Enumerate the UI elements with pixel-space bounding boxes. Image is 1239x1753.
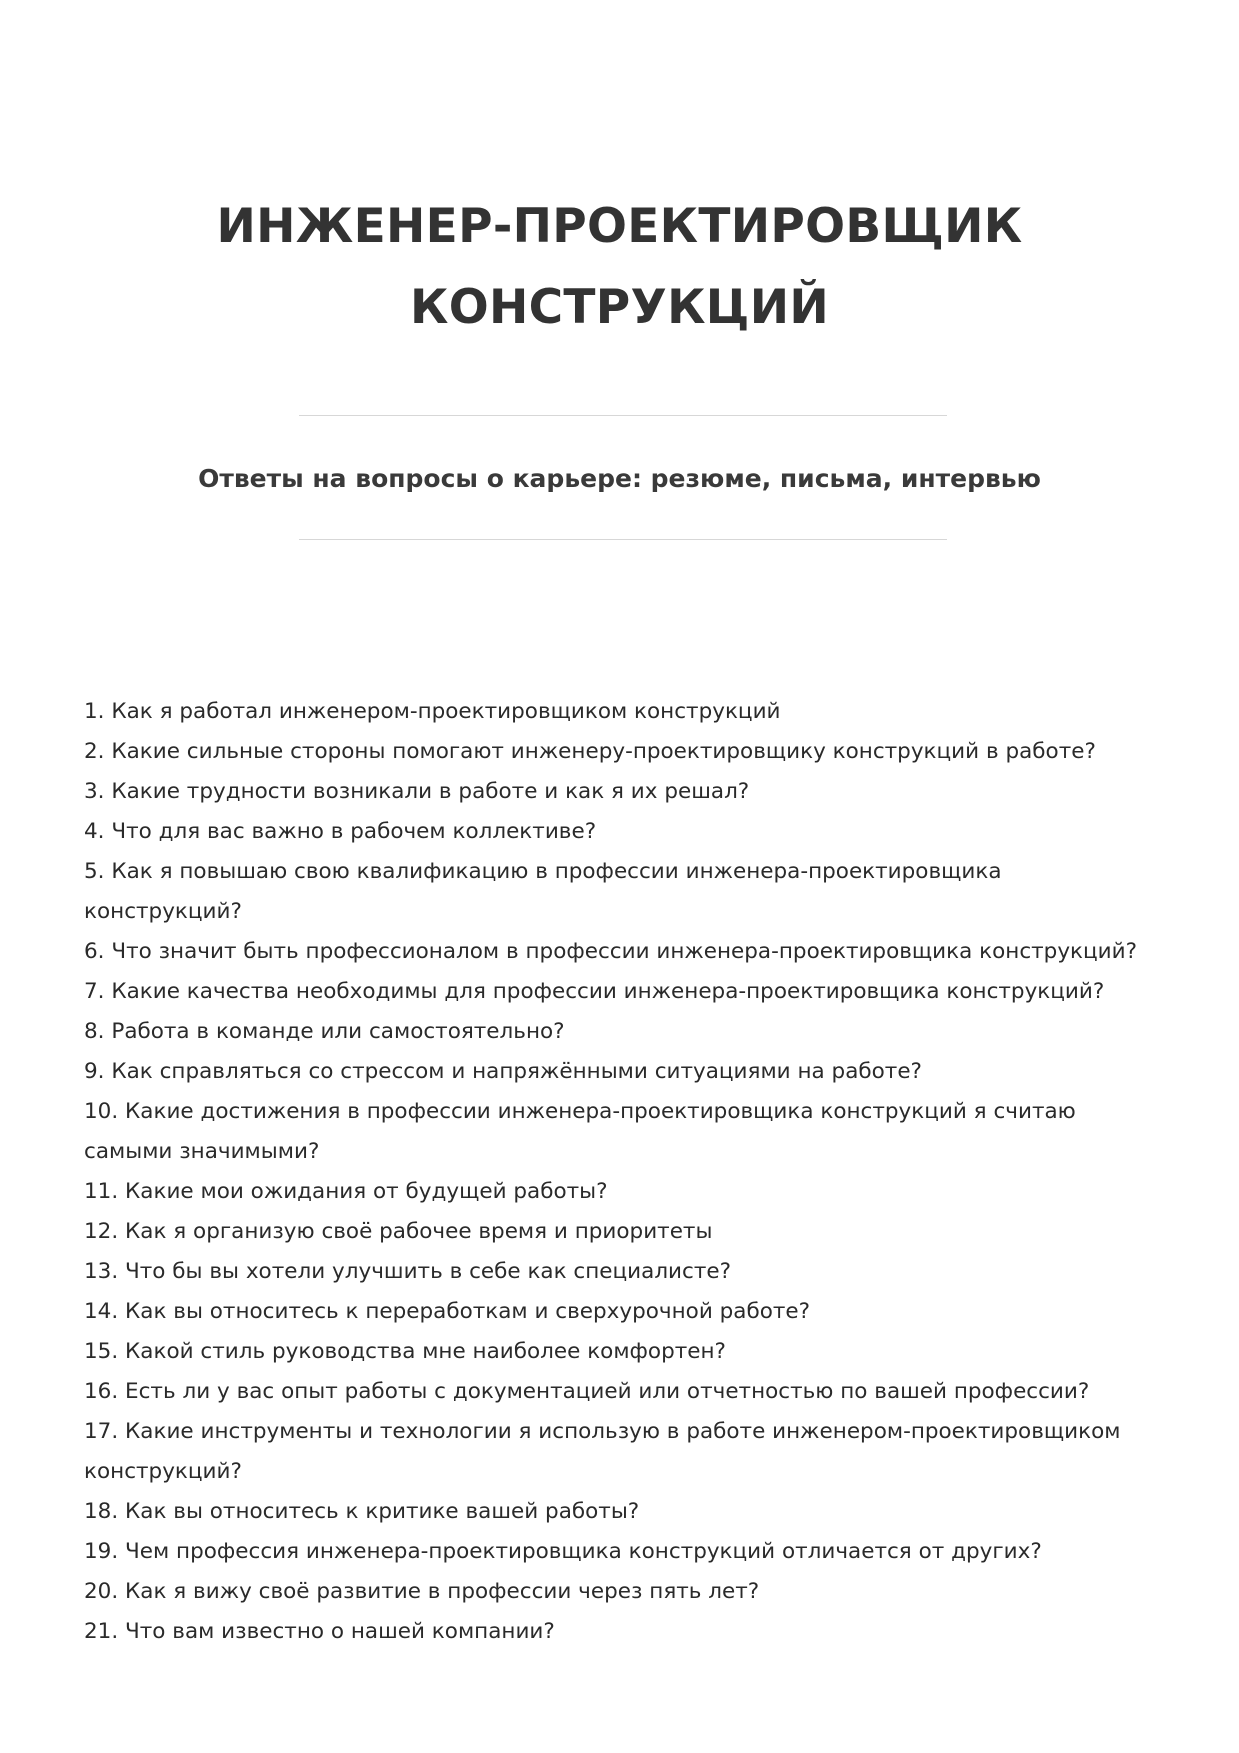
question-item: 8. Работа в команде или самостоятельно?	[84, 1019, 565, 1044]
top-divider	[299, 415, 947, 416]
question-item: 19. Чем профессия инженера-проектировщика конструкций отличается от других?	[84, 1539, 1042, 1564]
question-item: 7. Какие качества необходимы для профессии инженера-проектировщика конструкций?	[84, 979, 1105, 1004]
question-item: 10. Какие достижения в профессии инженера-проектировщика конструкций я считаю самыми значимыми?	[84, 1099, 1076, 1164]
question-item: 15. Какой стиль руководства мне наиболее комфортен?	[84, 1339, 726, 1364]
question-item: 2. Какие сильные стороны помогают инженеру-проектировщику конструкций в работе?	[84, 739, 1096, 764]
page-subtitle: Ответы на вопросы о карьере: резюме, письма, интервью	[198, 464, 1041, 493]
question-item: 18. Как вы относитесь к критике вашей работы?	[84, 1499, 640, 1524]
question-item: 13. Что бы вы хотели улучшить в себе как специалисте?	[84, 1259, 732, 1284]
question-item: 17. Какие инструменты и технологии я использую в работе инженером-проектировщиком конструкций?	[84, 1419, 1121, 1484]
page-title	[0, 186, 1239, 348]
question-list	[84, 692, 1164, 1652]
title-line-1: ИНЖЕНЕР-ПРОЕКТИРОВЩИК	[216, 199, 1023, 254]
question-item: 9. Как справляться со стрессом и напряжёнными ситуациями на работе?	[84, 1059, 922, 1084]
question-item: 21. Что вам известно о нашей компании?	[84, 1619, 555, 1644]
title-line-2: КОНСТРУКЦИЙ	[410, 280, 829, 335]
question-item: 12. Как я организую своё рабочее время и приоритеты	[84, 1219, 713, 1244]
question-item: 11. Какие мои ожидания от будущей работы?	[84, 1179, 608, 1204]
question-item: 3. Какие трудности возникали в работе и как я их решал?	[84, 779, 750, 804]
question-item: 1. Как я работал инженером-проектировщиком конструкций	[84, 699, 781, 724]
question-item: 4. Что для вас важно в рабочем коллективе?	[84, 819, 597, 844]
question-item: 20. Как я вижу своё развитие в профессии через пять лет?	[84, 1579, 760, 1604]
question-item: 6. Что значит быть профессионалом в профессии инженера-проектировщика конструкций?	[84, 939, 1138, 964]
bottom-divider	[299, 539, 947, 540]
question-item: 14. Как вы относитесь к переработкам и сверхурочной работе?	[84, 1299, 811, 1324]
question-item: 16. Есть ли у вас опыт работы с документацией или отчетностью по вашей профессии?	[84, 1379, 1090, 1404]
question-item: 5. Как я повышаю свою квалификацию в профессии инженера-проектировщика конструкций?	[84, 859, 1002, 924]
